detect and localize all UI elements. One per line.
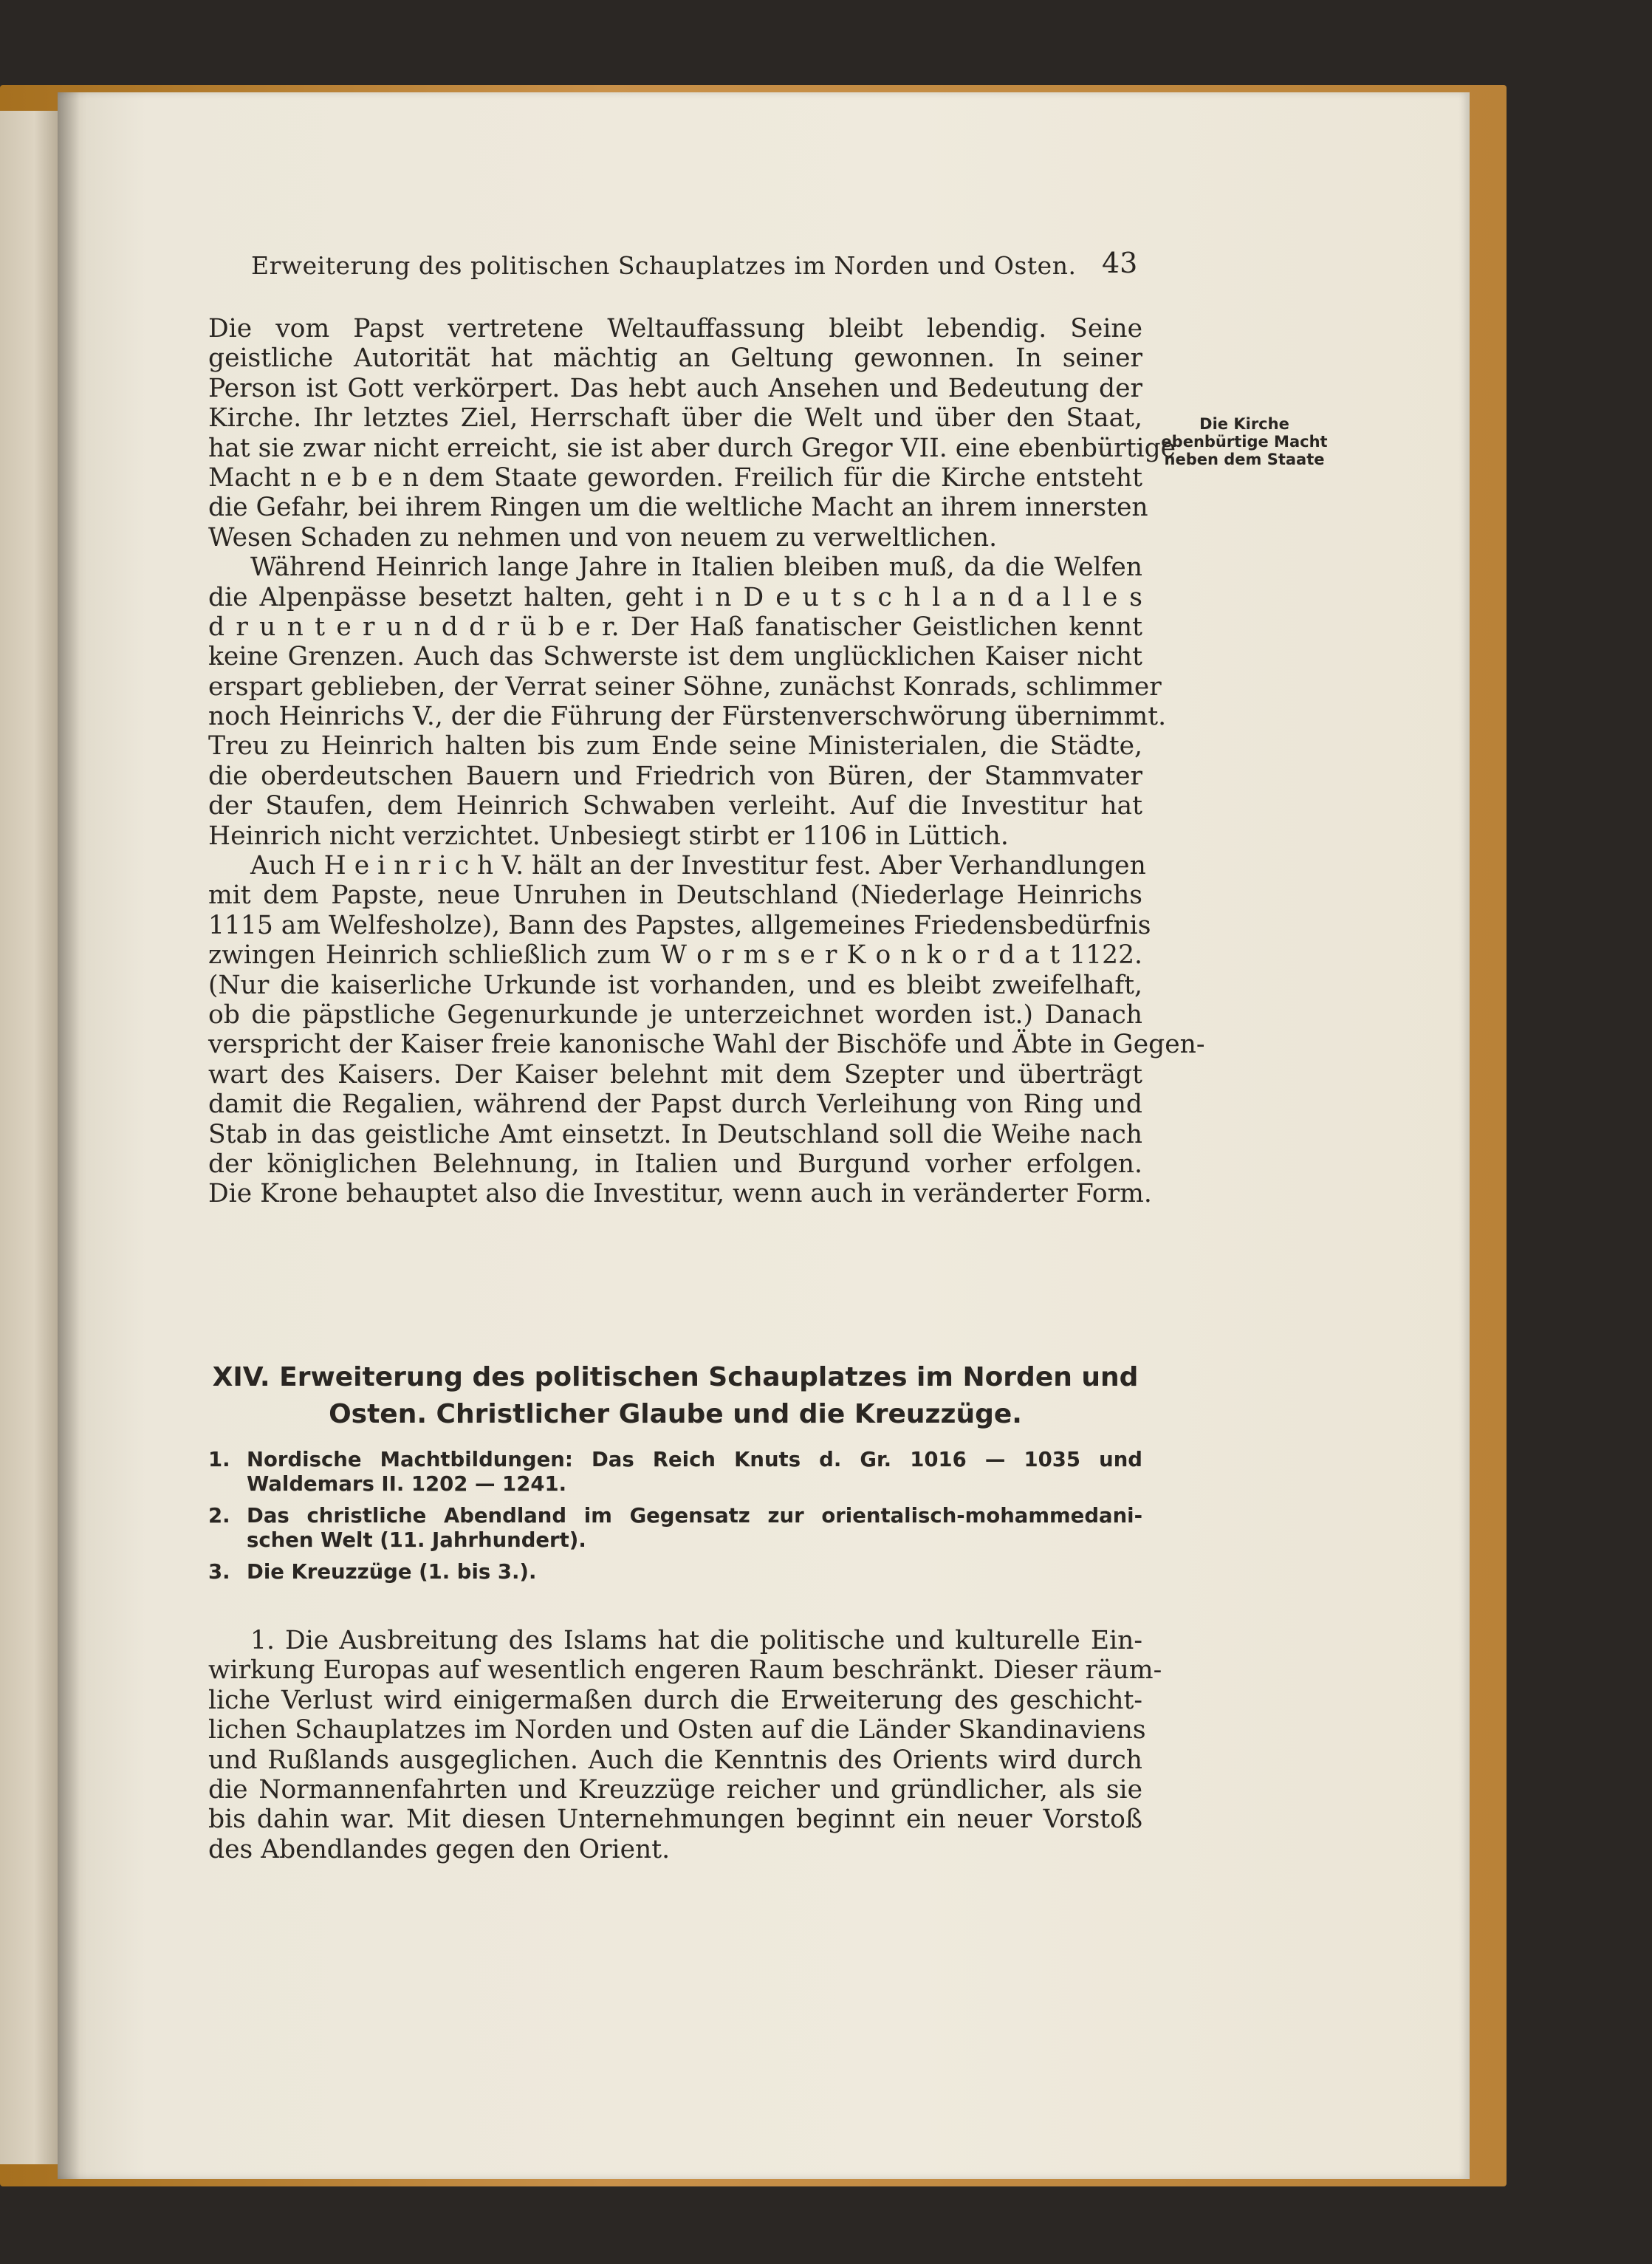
body-line: Treu zu Heinrich halten bis zum Ende seine Ministerialen, die Städte,	[208, 731, 1142, 762]
outline-number: 3.	[208, 1560, 230, 1584]
body-line: Während Heinrich lange Jahre in Italien bleiben muß, da die Welfen	[250, 553, 1142, 583]
outline-line: schen Welt (11. Jahrhundert).	[247, 1528, 586, 1552]
marginal-note-line: ebenbürtige Macht	[1161, 433, 1328, 451]
body-line: wart des Kaisers. Der Kaiser belehnt mit dem Szepter und überträgt	[208, 1059, 1142, 1090]
body-line: die oberdeutschen Bauern und Friedrich von Büren, der Stammvater	[208, 761, 1142, 791]
outline-number: 2.	[208, 1504, 230, 1528]
body-line: (Nur die kaiserliche Urkunde ist vorhanden, und es bleibt zweifelhaft,	[208, 970, 1142, 1000]
body-line: keine Grenzen. Auch das Schwerste ist dem unglücklichen Kaiser nicht	[208, 642, 1142, 672]
body-line: mit dem Papste, neue Unruhen in Deutschland (Niederlage Heinrichs	[208, 880, 1142, 911]
section-outline	[208, 1448, 1142, 1592]
body-line: erspart geblieben, der Verrat seiner Söhne, zunächst Konrads, schlimmer	[208, 671, 1162, 702]
body-line: Die Krone behauptet also die Investitur, wenn auch in veränderter Form.	[208, 1179, 1152, 1209]
outline-item	[208, 1504, 1142, 1553]
marginal-note-line: Die Kirche	[1199, 415, 1289, 433]
body-line: damit die Regalien, während der Papst durch Verleihung von Ring und	[208, 1090, 1142, 1120]
body-line: hat sie zwar nicht erreicht, sie ist aber durch Gregor VII. eine ebenbürtige	[208, 433, 1176, 463]
facing-page-edge	[0, 111, 58, 2164]
body-line: Person ist Gott verkörpert. Das hebt auch Ansehen und Bedeutung der	[208, 373, 1142, 403]
body-line: noch Heinrichs V., der die Führung der Fürstenverschwörung übernimmt.	[208, 702, 1167, 732]
body-line: ob die päpstliche Gegenurkunde je unterzeichnet worden ist.) Danach	[208, 999, 1142, 1030]
body-line: Die vom Papst vertretene Weltauffassung bleibt lebendig. Seine	[208, 314, 1142, 343]
body-line: d r u n t e r u n d d r ü b e r. Der Haß fanatischer Geistlichen kennt	[208, 612, 1142, 642]
section-heading	[208, 1359, 1142, 1433]
outline-line: Die Kreuzzüge (1. bis 3.).	[247, 1560, 537, 1584]
body-line: Wesen Schaden zu nehmen und von neuem zu verweltlichen.	[208, 522, 998, 553]
section-heading-line: Osten. Christlicher Glaube und die Kreuzzüge.	[329, 1399, 1022, 1429]
body-line: der königlichen Belehnung, in Italien und Burgund vorher erfolgen.	[208, 1149, 1142, 1179]
body-line: des Abendlandes gegen den Orient.	[208, 1834, 671, 1864]
outline-item	[208, 1448, 1142, 1497]
body-line: lichen Schauplatzes im Norden und Osten auf die Länder Skandinaviens	[208, 1715, 1146, 1745]
page-number: 43	[1102, 247, 1138, 279]
body-line: Heinrich nicht verzichtet. Unbesiegt stirbt er 1106 in Lüttich.	[208, 821, 1009, 851]
body-line: 1. Die Ausbreitung des Islams hat die politische und kulturelle Ein-	[250, 1626, 1142, 1655]
body-text-block	[208, 314, 1205, 1209]
body-line: Macht n e b e n dem Staate geworden. Freilich für die Kirche entsteht	[208, 462, 1142, 493]
outline-line: Waldemars II. 1202 — 1241.	[247, 1472, 567, 1496]
body-line: die Normannenfahrten und Kreuzzüge reicher und gründlicher, als sie	[208, 1774, 1142, 1805]
body-line: zwingen Heinrich schließlich zum W o r m s e r K o n k o r d a t 1122.	[208, 940, 1142, 971]
body-line: verspricht der Kaiser freie kanonische Wahl der Bischöfe und Äbte in Gegen-	[208, 1030, 1205, 1060]
outline-number: 1.	[208, 1448, 230, 1471]
body-line: wirkung Europas auf wesentlich engeren Raum beschränkt. Dieser räum-	[208, 1655, 1162, 1686]
body-line: und Rußlands ausgeglichen. Auch die Kenntnis des Orients wird durch	[208, 1745, 1142, 1775]
body-line: geistliche Autorität hat mächtig an Geltung gewonnen. In seiner	[208, 343, 1142, 374]
running-head: Erweiterung des politischen Schauplatzes im Norden und Osten.	[251, 251, 1077, 280]
body-line: liche Verlust wird einigermaßen durch die Erweiterung des geschicht-	[208, 1685, 1142, 1715]
body-line: die Alpenpässe besetzt halten, geht i n D e u t s c h l a n d a l l e s	[208, 582, 1142, 612]
body-line: Stab in das geistliche Amt einsetzt. In Deutschland soll die Weihe nach	[208, 1119, 1142, 1149]
gutter-shadow	[58, 92, 80, 2179]
body-line: Kirche. Ihr letztes Ziel, Herrschaft über die Welt und über den Staat,	[208, 403, 1142, 434]
marginal-note	[1148, 415, 1340, 468]
outline-line: Das christliche Abendland im Gegensatz zur orientalisch-mohammedani-	[247, 1504, 1142, 1528]
body-line: bis dahin war. Mit diesen Unternehmungen beginnt ein neuer Vorstoß	[208, 1805, 1142, 1835]
outline-item	[208, 1560, 1142, 1584]
marginal-note-line: neben dem Staate	[1164, 451, 1325, 468]
section-heading-line: XIV. Erweiterung des politischen Schauplatzes im Norden und	[212, 1362, 1139, 1392]
body-text-block	[208, 1626, 1162, 1864]
outline-line: Nordische Machtbildungen: Das Reich Knuts d. Gr. 1016 — 1035 und	[247, 1448, 1142, 1471]
body-line: der Staufen, dem Heinrich Schwaben verleiht. Auf die Investitur hat	[208, 791, 1142, 821]
body-line: Auch H e i n r i c h V. hält an der Investitur fest. Aber Verhandlungen	[250, 851, 1146, 881]
body-line: die Gefahr, bei ihrem Ringen um die weltliche Macht an ihrem innersten	[208, 493, 1148, 523]
body-line: 1115 am Welfesholze), Bann des Papstes, allgemeines Friedensbedürfnis	[208, 910, 1151, 940]
